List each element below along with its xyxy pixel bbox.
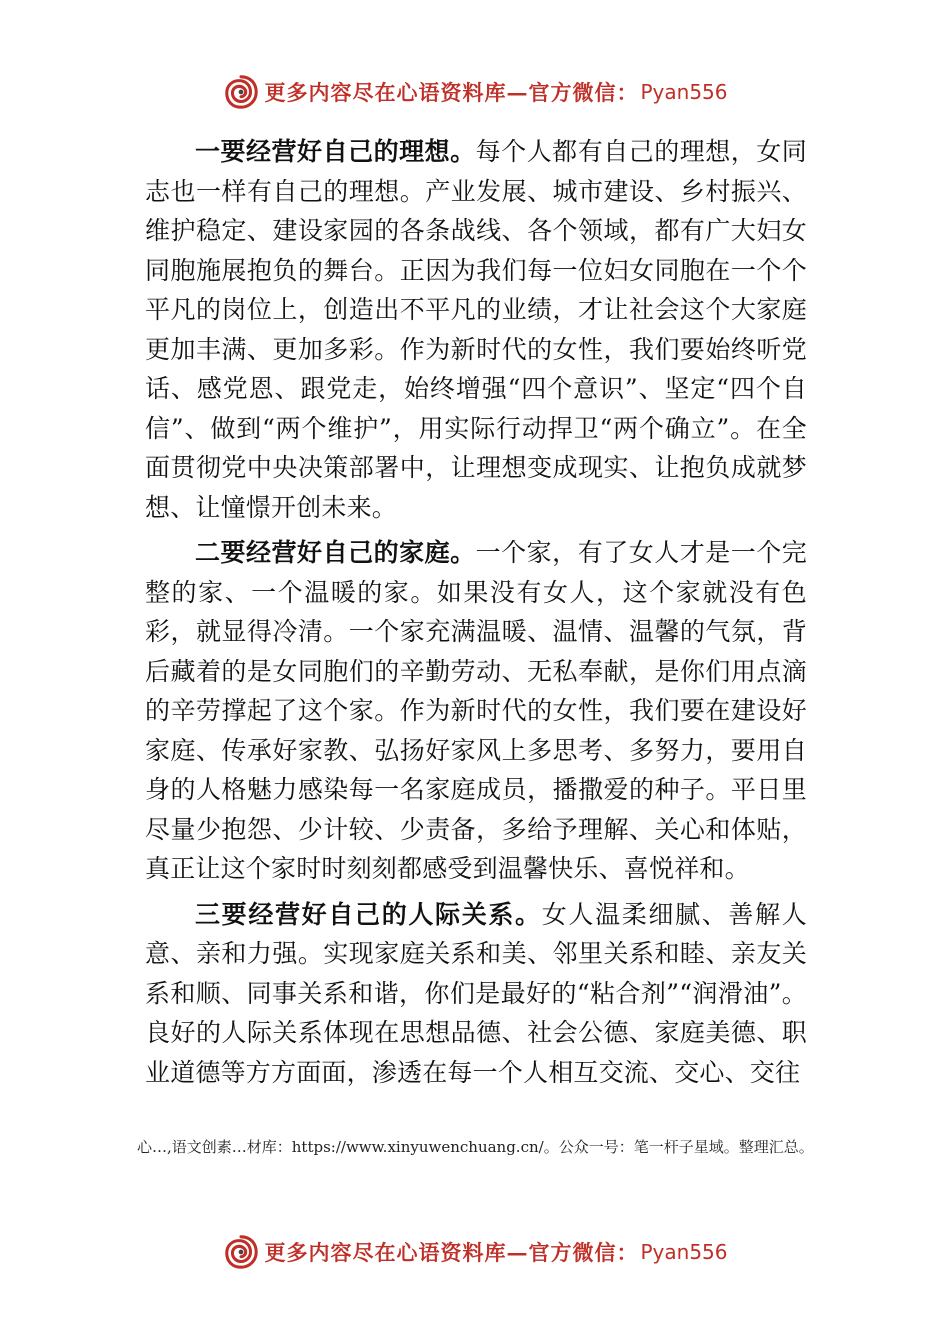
footer-banner (0, 1232, 950, 1272)
banner-text: 更多内容尽在心语资料库—官方微信： (264, 80, 639, 105)
paragraph-ideal (145, 132, 807, 527)
spiral-logo-icon (222, 1233, 260, 1271)
spiral-logo-icon (222, 73, 260, 111)
paragraph-heading: 二要经营好自己的家庭。 (195, 538, 476, 567)
header-banner (0, 72, 950, 112)
document-body (145, 132, 807, 1098)
source-note: 心…,语文创素…材库：https://www.xinyuwenchuang.cn/。公众一号：笔一杆子星域。整理汇总。 (137, 1138, 814, 1156)
paragraph-family (145, 533, 807, 889)
banner-text: 更多内容尽在心语资料库—官方微信： (264, 1240, 639, 1265)
paragraph-text: 女人温柔细腻、善解人意、亲和力强。实现家庭关系和美、邻里关系和睦、亲友关系和顺、同事关系和谐，你们是最好的“粘合剂”“润滑油”。良好的人际关系体现在思想品德、社会公德、家庭美德、职业道德等方方面面，渗透在每一个人相互交流、交心、交往 (145, 899, 807, 1087)
paragraph-heading: 三要经营好自己的人际关系。 (195, 899, 542, 929)
paragraph-heading: 一要经营好自己的理想。 (195, 137, 476, 166)
banner-wechat-id: Pyan556 (640, 80, 728, 104)
paragraph-text: 每个人都有自己的理想，女同志也一样有自己的理想。产业发展、城市建设、乡村振兴、维护稳定、建设家园的各条战线、各个领域，都有广大妇女同胞施展抱负的舞台。正因为我们每一位妇女同胞在一个个平凡的岗位上，创造出不平凡的业绩，才让社会这个大家庭更加丰满、更加多彩。作为新时代的女性，我们要始终听党话、感党恩、跟党走，始终增强“四个意识”、坚定“四个自信”、做到“两个维护”，用实际行动捍卫“两个确立”。在全面贯彻党中央决策部署中，让理想变成现实、让抱负成就梦想、让憧憬开创未来。 (145, 137, 807, 522)
paragraph-relationships (145, 895, 807, 1093)
paragraph-text: 一个家，有了女人才是一个完整的家、一个温暖的家。如果没有女人，这个家就没有色彩，就显得冷清。一个家充满温暖、温情、温馨的气氛，背后藏着的是女同胞们的辛勤劳动、无私奉献，是你们用点滴的辛劳撑起了这个家。作为新时代的女性，我们要在建设好家庭、传承好家教、弘扬好家风上多思考、多努力，要用自身的人格魅力感染每一名家庭成员，播撒爱的种子。平日里尽量少抱怨、少计较、少责备，多给予理解、关心和体贴，真正让这个家时时刻刻都感受到温馨快乐、喜悦祥和。 (145, 538, 807, 883)
banner-wechat-id: Pyan556 (640, 1240, 728, 1264)
